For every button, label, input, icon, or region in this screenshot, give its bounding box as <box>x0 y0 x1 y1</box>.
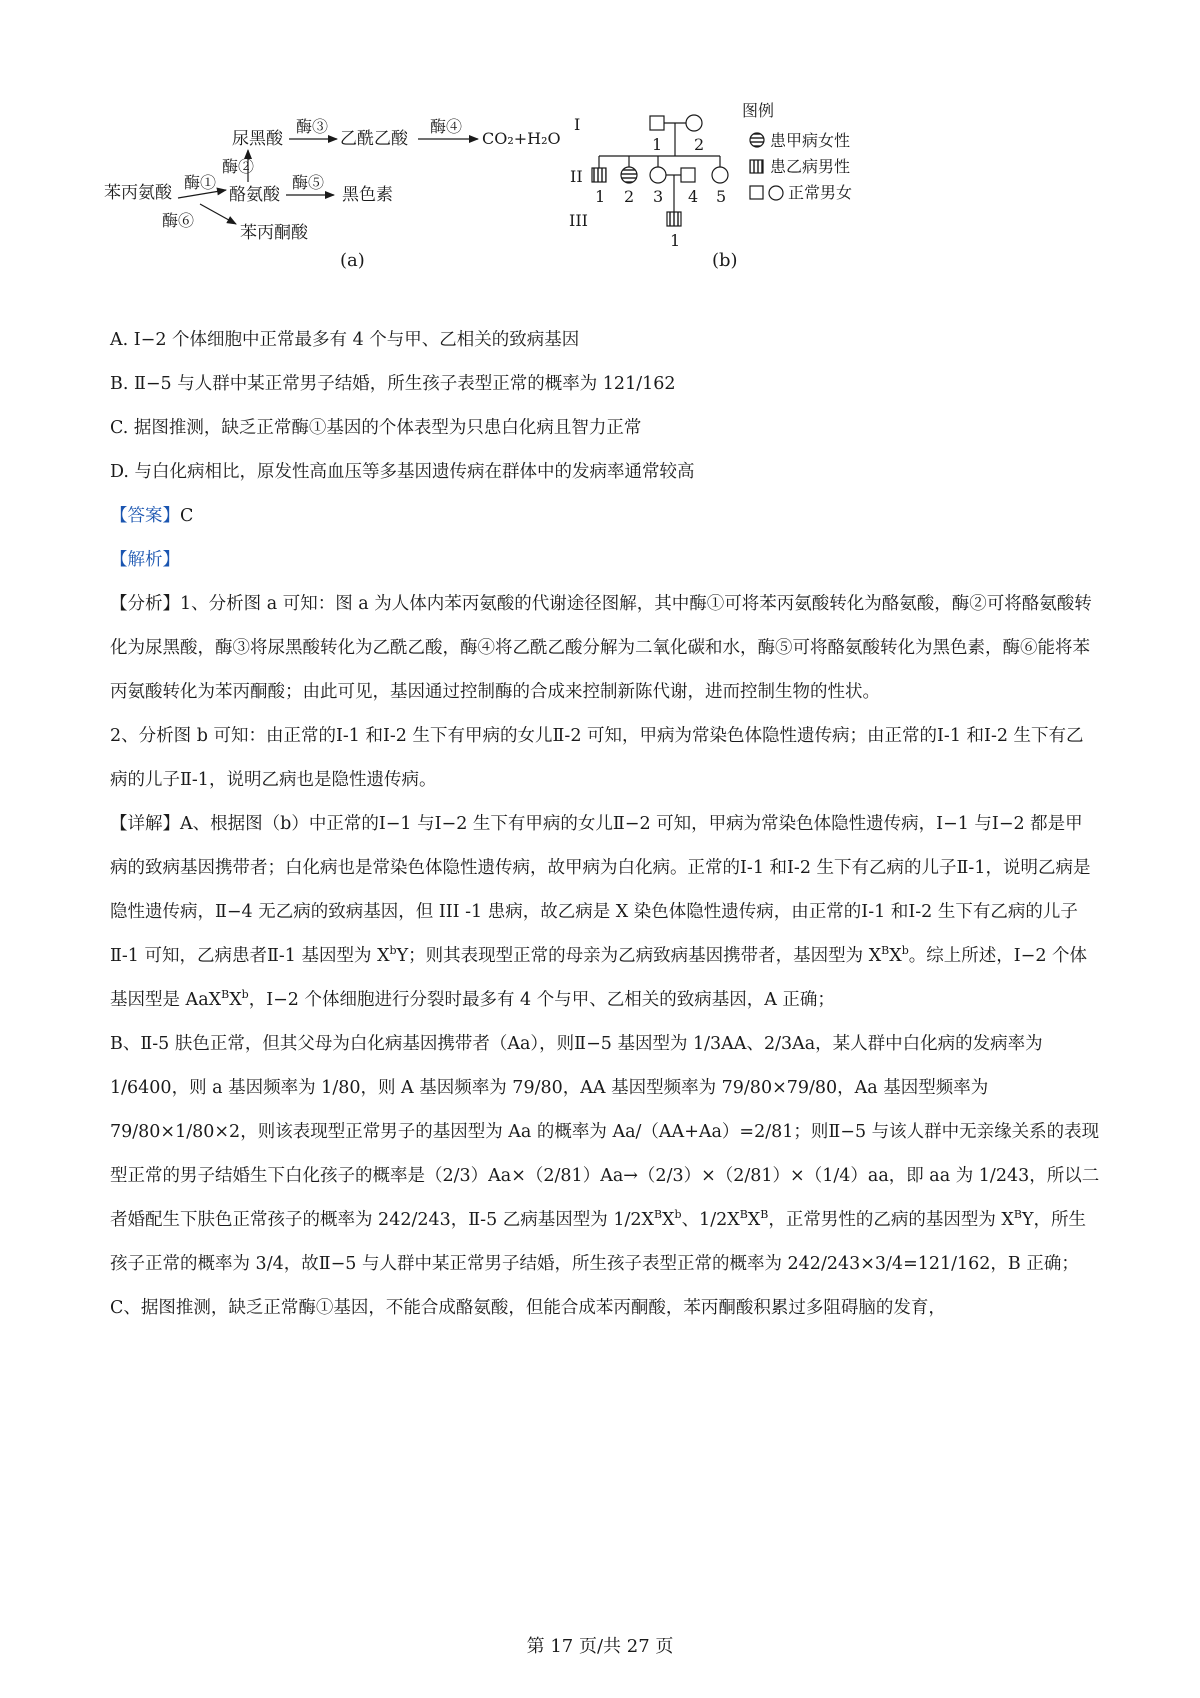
label-enzyme-1: 酶① <box>184 173 217 192</box>
node-benbingtongsuan: 苯丙酮酸 <box>240 223 308 243</box>
detail-a-text: Y；则其表现型正常的母亲为乙病致病基因携带者，基因型为 X <box>396 946 882 966</box>
label-enzyme-6: 酶⑥ <box>162 211 195 230</box>
option-a: A. Ⅰ−2 个体细胞中正常最多有 4 个与甲、乙相关的致病基因 <box>110 330 580 350</box>
detail-b-text: X <box>662 1210 675 1230</box>
label-enzyme-2: 酶② <box>222 157 255 176</box>
detail-b-text: B、Ⅱ-5 肤色正常，但其父母为白化病基因携带者（Aa），则Ⅱ−5 基因型为 1/3AA、2/3Aa，某人群中白化病的发病率为 1/6400，则 a 基因频率为 1/80，则 A 基因频率为 79/80，AA 基因型频率为 79/80×79/80，Aa 基因型频率为 79/80×1/80×2，则该表现型正常男子的基因型为 Aa 的概率为 Aa/（AA+Aa）=2/81；则Ⅱ−5 与该人群中无亲缘关系的表现型正常的男子结婚生下白化孩子的概率是（2/3）Aa×（2/81）Aa→（2/3）×（2/81）×（1/4）aa，即 aa 为 1/243，所以二者婚配生下肤色正常孩子的概率为 242/243，Ⅱ-5 乙病基因型为 1/2X <box>110 1034 1100 1230</box>
detail-b-sup: B <box>739 1208 748 1221</box>
detail-a-sup: B <box>221 988 230 1001</box>
legend-symbol-normal-male <box>750 186 763 199</box>
detail-b-sup: B <box>760 1208 769 1221</box>
caption-a: (a) <box>340 250 365 271</box>
legend-symbol-normal-female <box>769 186 783 200</box>
detail-b-text: X <box>747 1210 761 1230</box>
detail-b-text: Y，所生孩子正常的概率为 3/4，故Ⅱ−5 与人群中某正常男子结婚，所生孩子表型正常的概率为 242/243×3/4=121/162，B 正确； <box>110 1210 1087 1274</box>
person-I1-male-normal <box>650 116 664 130</box>
question-body <box>110 318 1100 1330</box>
pedigree-chart <box>569 101 852 271</box>
option-c: C. 据图推测，缺乏正常酶①基因的个体表型为只患白化病且智力正常 <box>110 418 642 438</box>
detail-a-text: 。综上所述，Ⅰ−2 个体基因型是 AaX <box>110 946 1088 1010</box>
figure-area <box>0 100 1200 290</box>
label-II3: 3 <box>653 187 664 206</box>
label-II2: 2 <box>624 187 635 206</box>
arrow-e6 <box>200 204 236 224</box>
detail-a-text: X <box>889 946 902 966</box>
label-enzyme-4: 酶④ <box>430 117 463 136</box>
node-co2-h2o: CO₂+H₂O <box>482 129 561 148</box>
detail-a-sup: B <box>881 944 890 957</box>
person-I2-female-normal <box>686 115 702 131</box>
person-II2-female-affected-jia <box>621 167 637 183</box>
detail-paragraph-c: C、据图推测，缺乏正常酶①基因，不能合成酪氨酸，但能合成苯丙酮酸，苯丙酮酸积累过多阻碍脑的发育， <box>110 1298 946 1318</box>
detail-a-sup: b <box>389 944 397 957</box>
fenxi-paragraph-2: 2、分析图 b 可知：由正常的Ⅰ-1 和Ⅰ-2 生下有甲病的女儿Ⅱ-2 可知，甲病为常染色体隐性遗传病；由正常的Ⅰ-1 和Ⅰ-2 生下有乙病的儿子Ⅱ-1，说明乙病也是隐性遗传病。 <box>110 726 1084 790</box>
person-II3-female-normal <box>650 167 666 183</box>
detail-paragraph-b <box>110 1022 1100 1286</box>
answer-line <box>110 494 1100 538</box>
node-niaoheisuan: 尿黑酸 <box>232 129 283 149</box>
figure-svg <box>0 100 1200 290</box>
label-II1: 1 <box>595 187 606 206</box>
label-II5: 5 <box>716 187 727 206</box>
analysis-tag: 【解析】 <box>110 550 180 570</box>
analysis-heading <box>110 538 1100 582</box>
person-II5-female-normal <box>712 167 728 183</box>
fenxi-paragraph-1 <box>110 582 1100 714</box>
node-yixianyisuan: 乙酰乙酸 <box>340 129 408 149</box>
detail-a-text: ，Ⅰ−2 个体细胞进行分裂时最多有 4 个与甲、乙相关的致病基因，A 正确； <box>248 990 835 1010</box>
detail-a-text: X <box>229 990 242 1010</box>
legend-symbol-yi <box>750 160 763 173</box>
fenxi-text-1: 1、分析图 a 可知：图 a 为人体内苯丙氨酸的代谢途径图解，其中酶①可将苯丙氨酸转化为酪氨酸，酶②可将酪氨酸转化为尿黑酸，酶③将尿黑酸转化为乙酰乙酸，酶④将乙酰乙酸分解为二氧化碳和水，酶⑤可将酪氨酸转化为黑色素，酶⑥能将苯丙氨酸转化为苯丙酮酸；由此可见，基因通过控制酶的合成来控制新陈代谢，进而控制生物的性状。 <box>110 594 1092 702</box>
legend-symbol-jia <box>750 133 764 147</box>
fenxi-tag: 【分析】 <box>110 594 180 614</box>
gen-label-2: II <box>570 167 583 186</box>
option-b: B. Ⅱ−5 与人群中某正常男子结婚，所生孩子表型正常的概率为 121/162 <box>110 374 676 394</box>
legend-normal: 正常男女 <box>788 183 853 202</box>
pathway-diagram <box>104 117 561 271</box>
detail-a-text: A、根据图（b）中正常的Ⅰ−1 与Ⅰ−2 生下有甲病的女儿Ⅱ−2 可知，甲病为常染色体隐性遗传病，Ⅰ−1 与Ⅰ−2 都是甲病的致病基因携带者；白化病也是常染色体隐性遗传病，故甲病为白化病。正常的Ⅰ-1 和Ⅰ-2 生下有乙病的儿子Ⅱ-1，说明乙病是隐性遗传病，Ⅱ−4 无乙病的致病基因，但 III -1 患病，故乙病是 X 染色体隐性遗传病，由正常的Ⅰ-1 和Ⅰ-2 生下有乙病的儿子Ⅱ-1 可知，乙病患者Ⅱ-1 基因型为 X <box>110 814 1091 966</box>
label-I2: 2 <box>694 135 705 154</box>
gen-label-1: I <box>574 115 581 134</box>
person-II1-male-affected-yi <box>592 168 606 182</box>
person-III1-male-affected-yi <box>667 212 681 226</box>
label-III1: 1 <box>670 231 681 250</box>
node-benbinganxuan: 苯丙氨酸 <box>104 183 172 203</box>
person-II4-male-normal <box>681 168 695 182</box>
label-enzyme-3: 酶③ <box>296 117 329 136</box>
legend-jia: 患甲病女性 <box>770 131 851 150</box>
detail-a-sup: b <box>901 944 909 957</box>
label-I1: 1 <box>652 135 663 154</box>
detail-b-text: 、1/2X <box>681 1210 740 1230</box>
node-laoansuan: 酪氨酸 <box>229 185 280 205</box>
legend-title: 图例 <box>742 101 775 120</box>
answer-tag: 【答案】 <box>110 506 180 526</box>
detail-b-text: ，正常男性的乙病的基因型为 X <box>768 1210 1014 1230</box>
detail-b-sup: B <box>653 1208 663 1221</box>
xiangjie-tag: 【详解】 <box>110 814 180 834</box>
gen-label-3: III <box>569 211 588 230</box>
page-number: 第 17 页/共 27 页 <box>526 1636 674 1657</box>
detail-a-sup: b <box>241 988 249 1001</box>
node-heisesu: 黑色素 <box>342 185 393 205</box>
label-II4: 4 <box>688 187 699 206</box>
option-d: D. 与白化病相比，原发性高血压等多基因遗传病在群体中的发病率通常较高 <box>110 462 695 482</box>
detail-b-sup: B <box>1013 1208 1022 1221</box>
answer-value: C <box>180 506 194 526</box>
detail-paragraph-a <box>110 802 1100 1022</box>
legend-yi: 患乙病男性 <box>770 157 851 176</box>
detail-b-sup: b <box>674 1208 682 1221</box>
caption-b: (b) <box>712 250 738 271</box>
label-enzyme-5: 酶⑤ <box>292 173 325 192</box>
